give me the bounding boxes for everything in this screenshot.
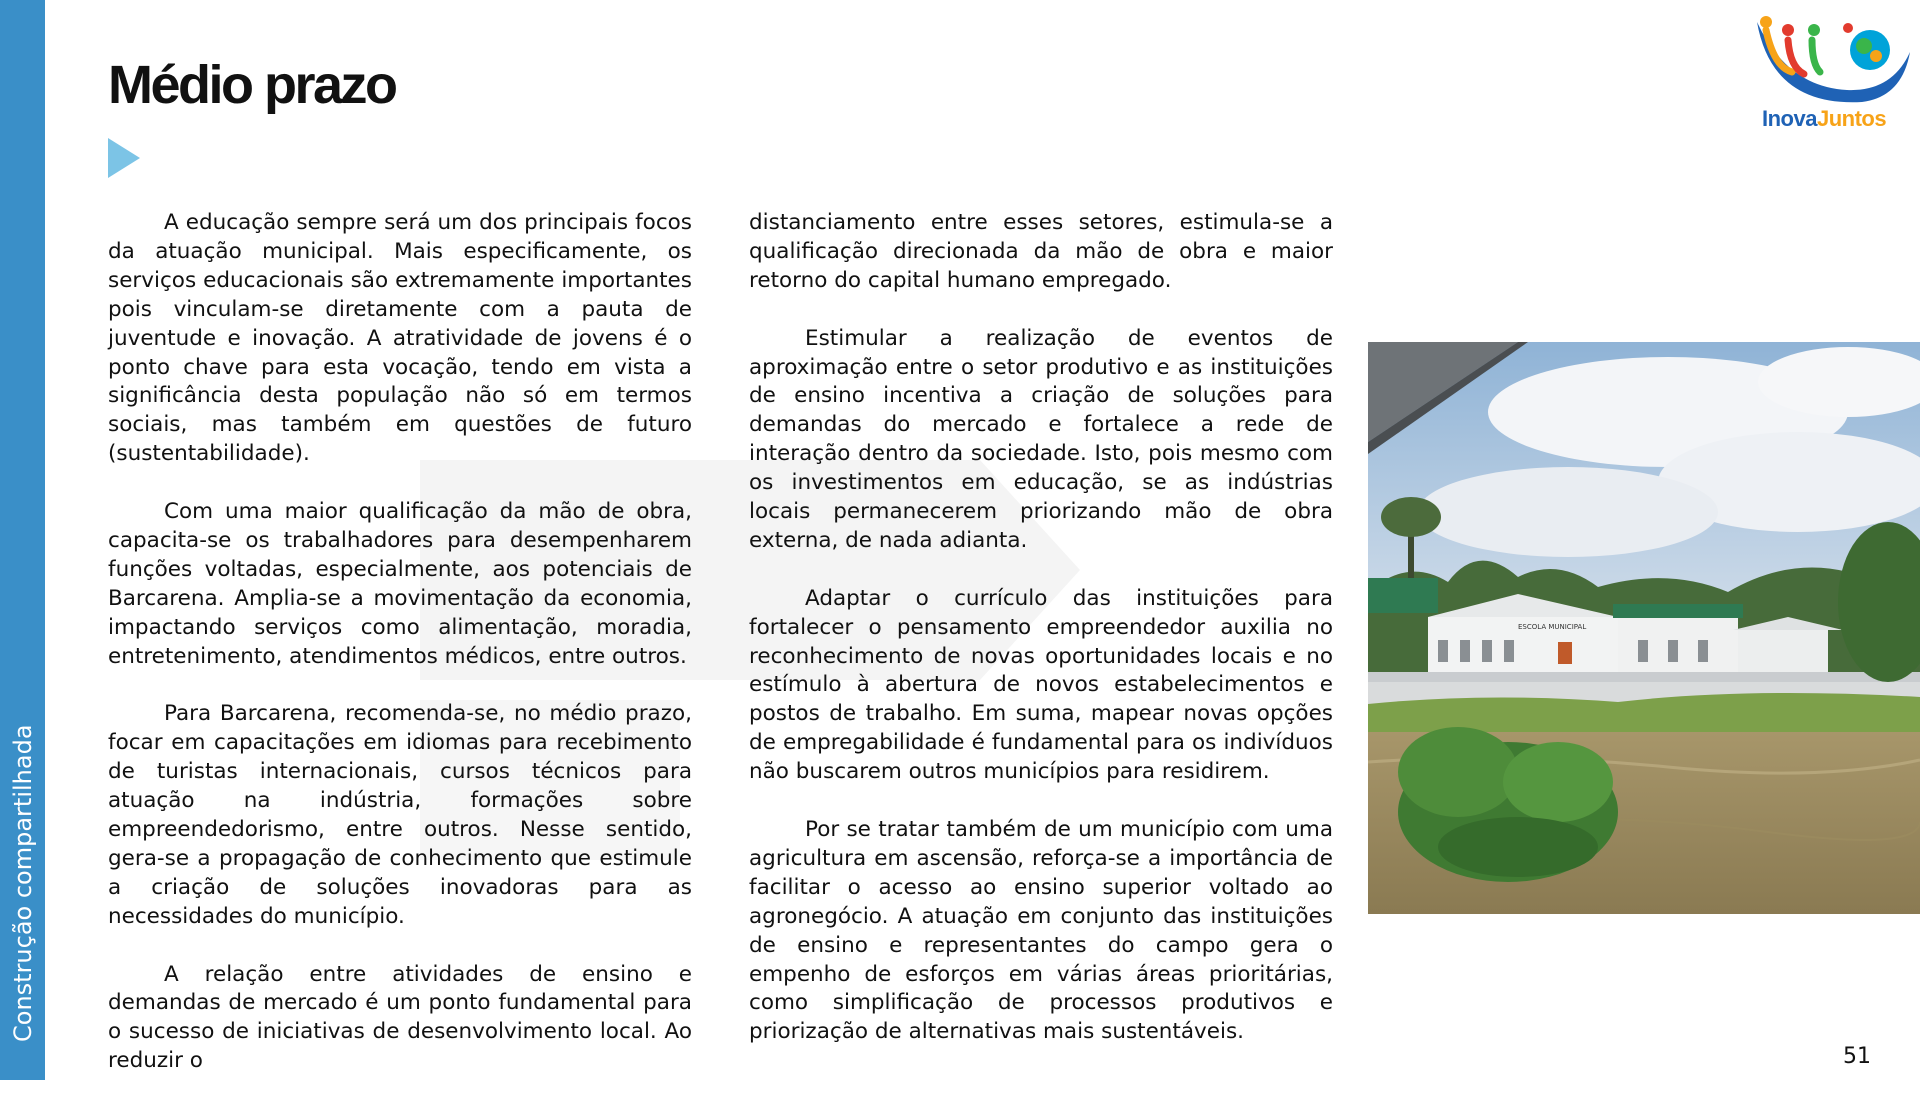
paragraph: A educação sempre será um dos principais focos da atuação municipal. Mais especificamente, os serviços educacionais são extremamente importantes pois vinculam-se diretamente com a pauta de juventude e inovação. A atratividade de jovens é o ponto chave para esta vocação, tendo em vista a significância desta população não só em termos sociais, mas também em questões de futuro (sustentabilidade). — [108, 210, 692, 467]
paragraph: A relação entre atividades de ensino e demandas de mercado é um ponto fundamental para o sucesso de iniciativas de desenvolvimento local. Ao reduzir o — [108, 961, 692, 1074]
play-triangle-icon — [108, 138, 140, 178]
photo-sign-text: ESCOLA MUNICIPAL — [1518, 623, 1587, 631]
paragraph: Estimular a realização de eventos de aproximação entre o setor produtivo e as instituições de ensino incentiva a criação de soluções para demandas do mercado e fortalece a rede de interação dentro da sociedade. Isto, pois mesmo com os investimentos em educação, se as indústrias locais permanecerem priorizando mão de obra externa, de nada adianta. — [749, 325, 1333, 553]
paragraph: Para Barcarena, recomenda-se, no médio prazo, focar em capacitações em idiomas para recebimento de turistas internacionais, cursos técnicos para atuação na indústria, formações sobre empreendedorismo, entre outros. Nesse sentido, gera-se a propagação de conhecimento que estimule a criação de soluções inovadoras para as necessidades do município. — [108, 701, 692, 929]
side-label: Construção compartilhada — [9, 724, 37, 1042]
paragraph-continuation: distanciamento entre esses setores, estimula-se a qualificação direcionada da mão de obra e maior retorno do capital humano empregado. — [749, 210, 1333, 293]
side-label-container — [8, 692, 38, 1042]
page-number: 51 — [1843, 1044, 1871, 1069]
logo-text-part2: Juntos — [1816, 106, 1887, 131]
page-title: Médio prazo — [108, 55, 396, 115]
school-photo — [1368, 342, 1920, 914]
left-text-column — [108, 209, 692, 1105]
logo-text — [1762, 106, 1886, 132]
paragraph: Adaptar o currículo das instituições para fortalecer o pensamento empreendedor auxilia no reconhecimento de novas oportunidades locais e no estímulo à abertura de novos estabelecimentos e postos de trabalho. Em suma, mapear novas opções de empregabilidade é fundamental para os indivíduos não buscarem outros municípios para residirem. — [749, 585, 1333, 785]
logo-text-part1: Inova — [1762, 106, 1817, 131]
paragraph: Por se tratar também de um município com uma agricultura em ascensão, reforça-se a importância de facilitar o acesso ao ensino superior voltado ao agronegócio. A atuação em conjunto das instituições de ensino e representantes do campo gera o empenho de esforços em várias áreas prioritárias, como simplificação de processos produtivos e priorização de alternativas mais sustentáveis. — [749, 816, 1333, 1045]
right-text-column — [749, 209, 1333, 1076]
paragraph: Com uma maior qualificação da mão de obra, capacita-se os trabalhadores para desempenharem funções voltadas, especialmente, aos potenciais de Barcarena. Amplia-se a movimentação da economia, impactando serviços como alimentação, moradia, entretenimento, atendimentos médicos, entre outros. — [108, 499, 692, 669]
